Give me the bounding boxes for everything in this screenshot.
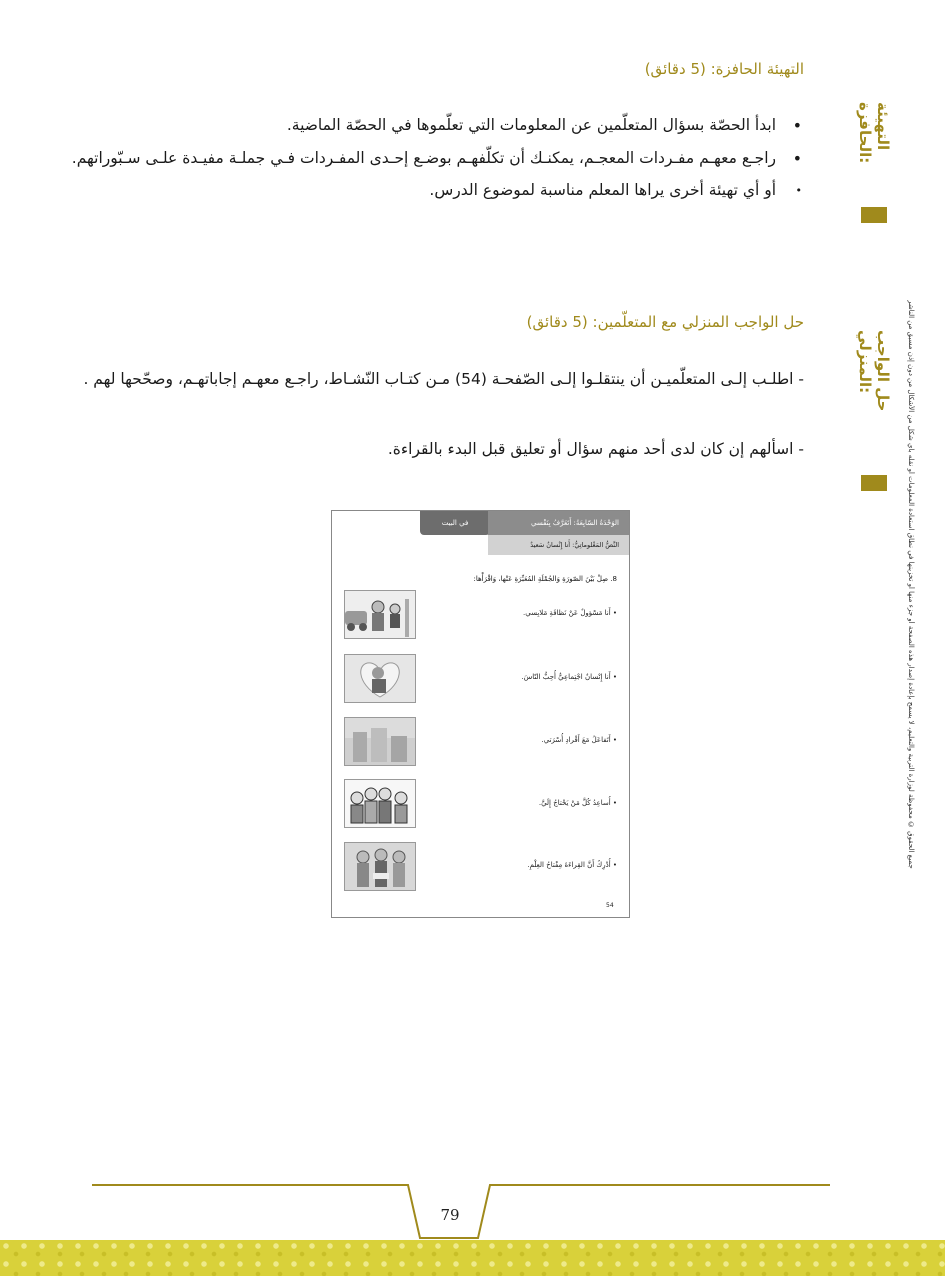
illustration-family-street bbox=[344, 590, 416, 639]
workbook-item: • أَتَفاعَلُ مَعَ أَفْرادِ أُسْرَتي. bbox=[541, 736, 617, 744]
workbook-page-number: 54 bbox=[606, 902, 614, 909]
section1-bullets bbox=[59, 110, 804, 206]
section1-title: التهيئة الحافزة: (5 دقائق) bbox=[644, 60, 804, 78]
workbook-instruction: 8. صِلْ بَيْنَ الصّورَةِ وَالجُمْلَةِ المُعَبِّرَةِ عَنْها، وَاقْرَأْها: bbox=[473, 575, 617, 583]
illustration-family-photo bbox=[344, 717, 416, 766]
illustration-art bbox=[345, 591, 415, 638]
list-item: • ابدأ الحصّة بسؤال المتعلّمين عن المعلومات التي تعلّموها في الحصّة الماضية. bbox=[59, 110, 804, 141]
workbook-unit-title: الوَحْدَةُ السّابِعَةُ: أَتَعَرَّفُ بِنَفْسي bbox=[488, 511, 629, 535]
side-tab-bar bbox=[861, 475, 887, 491]
illustration-art bbox=[345, 780, 415, 827]
illustration-art bbox=[345, 843, 415, 890]
bullet-icon: • bbox=[792, 149, 802, 168]
side-tab-warmup: التهيئة الحافزة: bbox=[856, 102, 892, 164]
workbook-item: • أَنا مَسْؤولٌ عَنْ نَظافَةِ مَلابِسي. bbox=[523, 609, 617, 617]
workbook-item: • أَنا إِنْسانٌ اجْتِماعِيٌّ أُحِبُّ النّاسَ. bbox=[521, 673, 617, 681]
workbook-page-image bbox=[331, 510, 630, 918]
illustration-art bbox=[345, 718, 415, 765]
workbook-item: • أُساعِدُ كُلَّ مَنْ يَحْتاجُ إِلَيَّ. bbox=[538, 799, 617, 807]
illustration-reading-family bbox=[344, 842, 416, 891]
bullet-icon: • bbox=[795, 184, 802, 197]
workbook-text-title: النَّصُّ المَعْلوماتِيُّ: أَنا إِنْسانٌ سَعيدٌ bbox=[488, 535, 629, 555]
copyright-notice: جميع الحقوق © محفوظة لوزارة التربية والتعليم، لا يسمح بإعادة إصدار هذه الصفحة أو جزء منها أو تخزينها في نطاق استعادة المعلومات أو نقله بأي شكل من الأشكال من دون إذن مسبق من الناشر bbox=[907, 300, 915, 869]
side-tab-homework: حل الواجب المنزلي: bbox=[856, 330, 892, 412]
bullet-icon: • bbox=[792, 116, 802, 135]
section2-line2: - اسألهم إن كان لدى أحد منهم سؤال أو تعليق قبل البدء بالقراءة. bbox=[387, 440, 804, 458]
illustration-heart-child bbox=[344, 654, 416, 703]
list-item: • أو أي تهيئة أخرى يراها المعلم مناسبة لموضوع الدرس. bbox=[59, 174, 804, 206]
section2-line1: - اطلـب إلـى المتعلّميـن أن ينتقلـوا إلـى الصّفحـة (54) مـن كتـاب النّشـاط، راجـع معهـم إجاباتهـم، وصحّحها لهم . bbox=[83, 370, 804, 388]
illustration-art bbox=[345, 655, 415, 702]
workbook-header-tab: في البيت bbox=[420, 511, 490, 535]
page-number: 79 bbox=[440, 1206, 460, 1224]
workbook-item: • أُدْرِكُ أَنَّ القِراءَةَ مِفْتاحُ العِلْمِ. bbox=[527, 861, 617, 869]
workbook-margin-text bbox=[332, 611, 338, 831]
list-item: • راجـع معهـم مفـردات المعجـم، يمكنـك أن تكلّفهـم بوضـع إحـدى المفـردات فـي جملـة مفيـدة علـى سـبّوراتهم. bbox=[59, 141, 804, 174]
illustration-children-group bbox=[344, 779, 416, 828]
footer-band bbox=[0, 1240, 945, 1276]
section2-title: حل الواجب المنزلي مع المتعلّمين: (5 دقائق) bbox=[526, 313, 804, 331]
side-tab-bar bbox=[861, 207, 887, 223]
